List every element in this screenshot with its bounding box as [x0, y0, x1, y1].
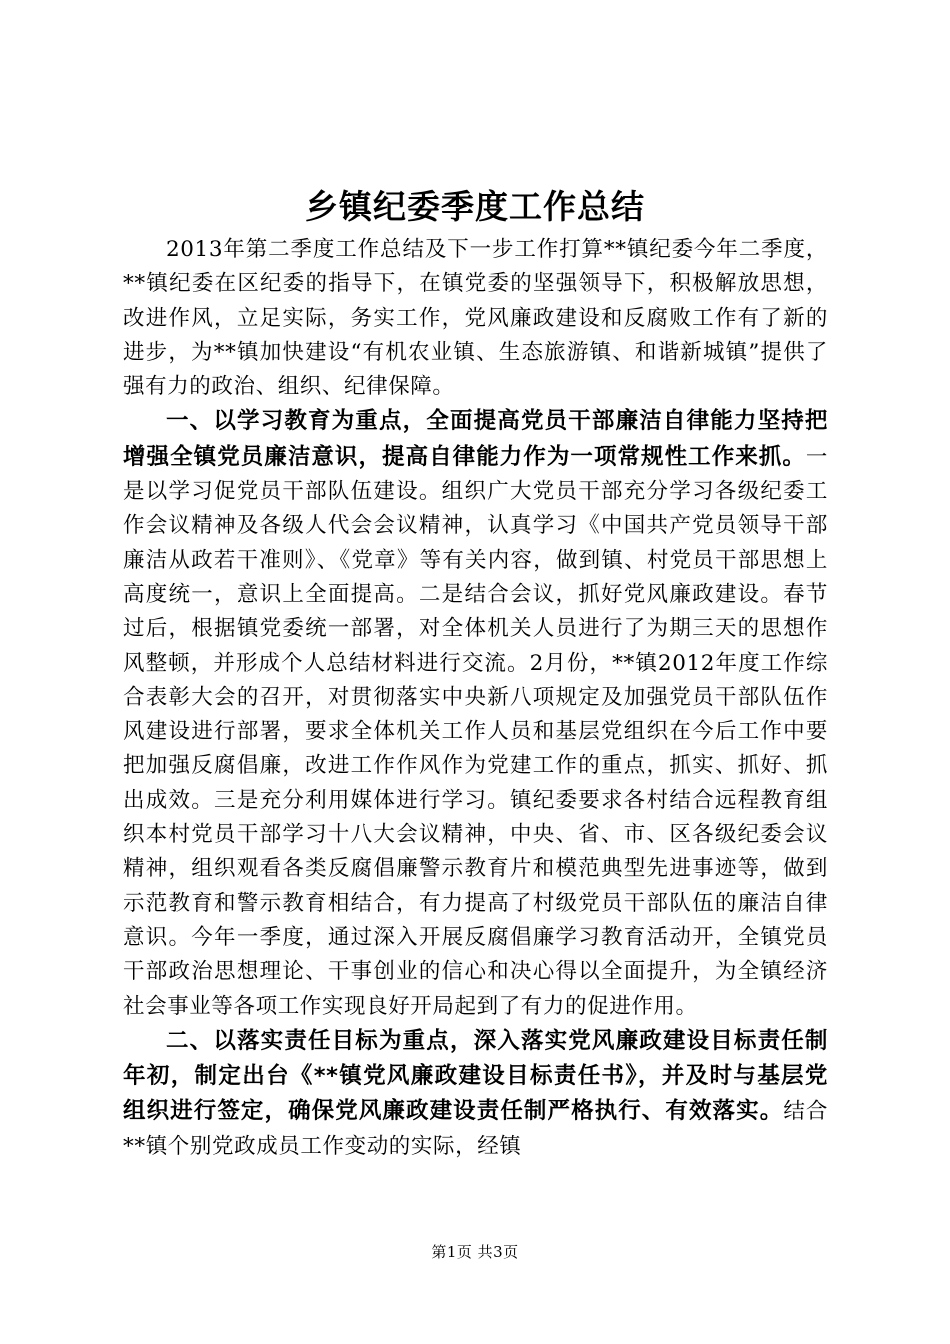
document-title: 乡镇纪委季度工作总结 — [305, 187, 645, 226]
section-2-text: 结合**镇个别党政成员工作变动的实际，经镇 — [123, 1099, 828, 1159]
paragraph-section-1 — [123, 404, 828, 1023]
paragraph-intro-text: 2013年第二季度工作总结及下一步工作打算**镇纪委今年二季度，**镇纪委在区纪委的指导下，在镇党委的坚强领导下，积极解放思想，改进作风，立足实际，务实工作，党风廉政建设和反腐败工作有了新的进步，为**镇加快建设“有机农业镇、生态旅游镇、和谐新城镇”提供了强有力的政治、组织、纪律保障。 — [123, 237, 828, 400]
document-body — [123, 233, 828, 1164]
paragraph-intro — [123, 233, 828, 404]
section-2-heading: 二、以落实责任目标为重点，深入落实党风廉政建设目标责任制年初，制定出台《**镇党风廉政建设目标责任书》，并及时与基层党组织进行签定，确保党风廉政建设责任制严格执行、有效落实。 — [123, 1027, 828, 1125]
paragraph-section-2 — [123, 1024, 828, 1164]
page-footer: 第1页 共3页 — [431, 1243, 519, 1261]
section-1-heading: 一、以学习教育为重点，全面提高党员干部廉洁自律能力坚持把增强全镇党员廉洁意识，提高自律能力作为一项常规性工作来抓。 — [123, 408, 828, 470]
section-1-text: 一是以学习促党员干部队伍建设。组织广大党员干部充分学习各级纪委工作会议精神及各级人代会会议精神，认真学习《中国共产党员领导干部廉洁从政若干准则》、《党章》等有关内容，做到镇、村党员干部思想上高度统一，意识上全面提高。二是结合会议，抓好党风廉政建设。春节过后，根据镇党委统一部署，对全体机关人员进行了为期三天的思想作风整顿，并形成个人总结材料进行交流。2月份，**镇2012年度工作综合表彰大会的召开，对贯彻落实中央新八项规定及加强党员干部队伍作风建设进行部署，要求全体机关工作人员和基层党组织在今后工作中要把加强反腐倡廉，改进工作作风作为党建工作的重点，抓实、抓好、抓出成效。三是充分利用媒体进行学习。镇纪委要求各村结合远程教育组织本村党员干部学习十八大会议精神，中央、省、市、区各级纪委会议精神，组织观看各类反腐倡廉警示教育片和模范典型先进事迹等，做到示范教育和警示教育相结合，有力提高了村级党员干部队伍的廉洁自律意识。今年一季度，通过深入开展反腐倡廉学习教育活动开，全镇党员干部政治思想理论、干事创业的信心和决心得以全面提升，为全镇经济社会事业等各项工作实现良好开局起到了有力的促进作用。 — [123, 444, 828, 1019]
